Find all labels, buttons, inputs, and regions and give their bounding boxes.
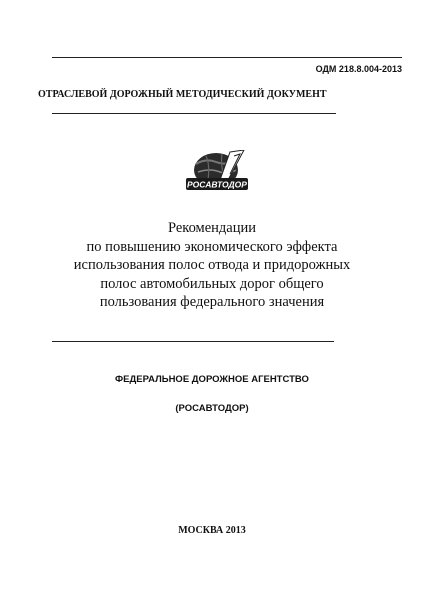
agency-name: ФЕДЕРАЛЬНОЕ ДОРОЖНОЕ АГЕНТСТВО [115, 374, 309, 385]
top-divider-line [52, 57, 402, 58]
logo-text: РОСАВТОДОР [187, 179, 247, 190]
city-year: МОСКВА 2013 [178, 525, 246, 536]
title-line: по повышению экономического эффекта [86, 238, 338, 255]
globe-road-logo-icon [180, 150, 254, 196]
header-divider-line [52, 113, 336, 114]
rosavtodor-logo [180, 150, 254, 196]
title-line: использования полос отвода и придорожных [73, 257, 351, 273]
document-code: ОДМ 218.8.004-2013 [315, 64, 402, 74]
agency-short-name: (РОСАВТОДОР) [175, 403, 249, 414]
document-title [20, 219, 404, 312]
title-line: полос автомобильных дорог общего [100, 275, 324, 292]
document-type-heading: ОТРАСЛЕВОЙ ДОРОЖНЫЙ МЕТОДИЧЕСКИЙ ДОКУМЕНТ [38, 89, 327, 100]
title-line: пользования федерального значения [99, 294, 325, 310]
title-divider-line [52, 341, 334, 342]
title-line: Рекомендации [167, 220, 257, 236]
